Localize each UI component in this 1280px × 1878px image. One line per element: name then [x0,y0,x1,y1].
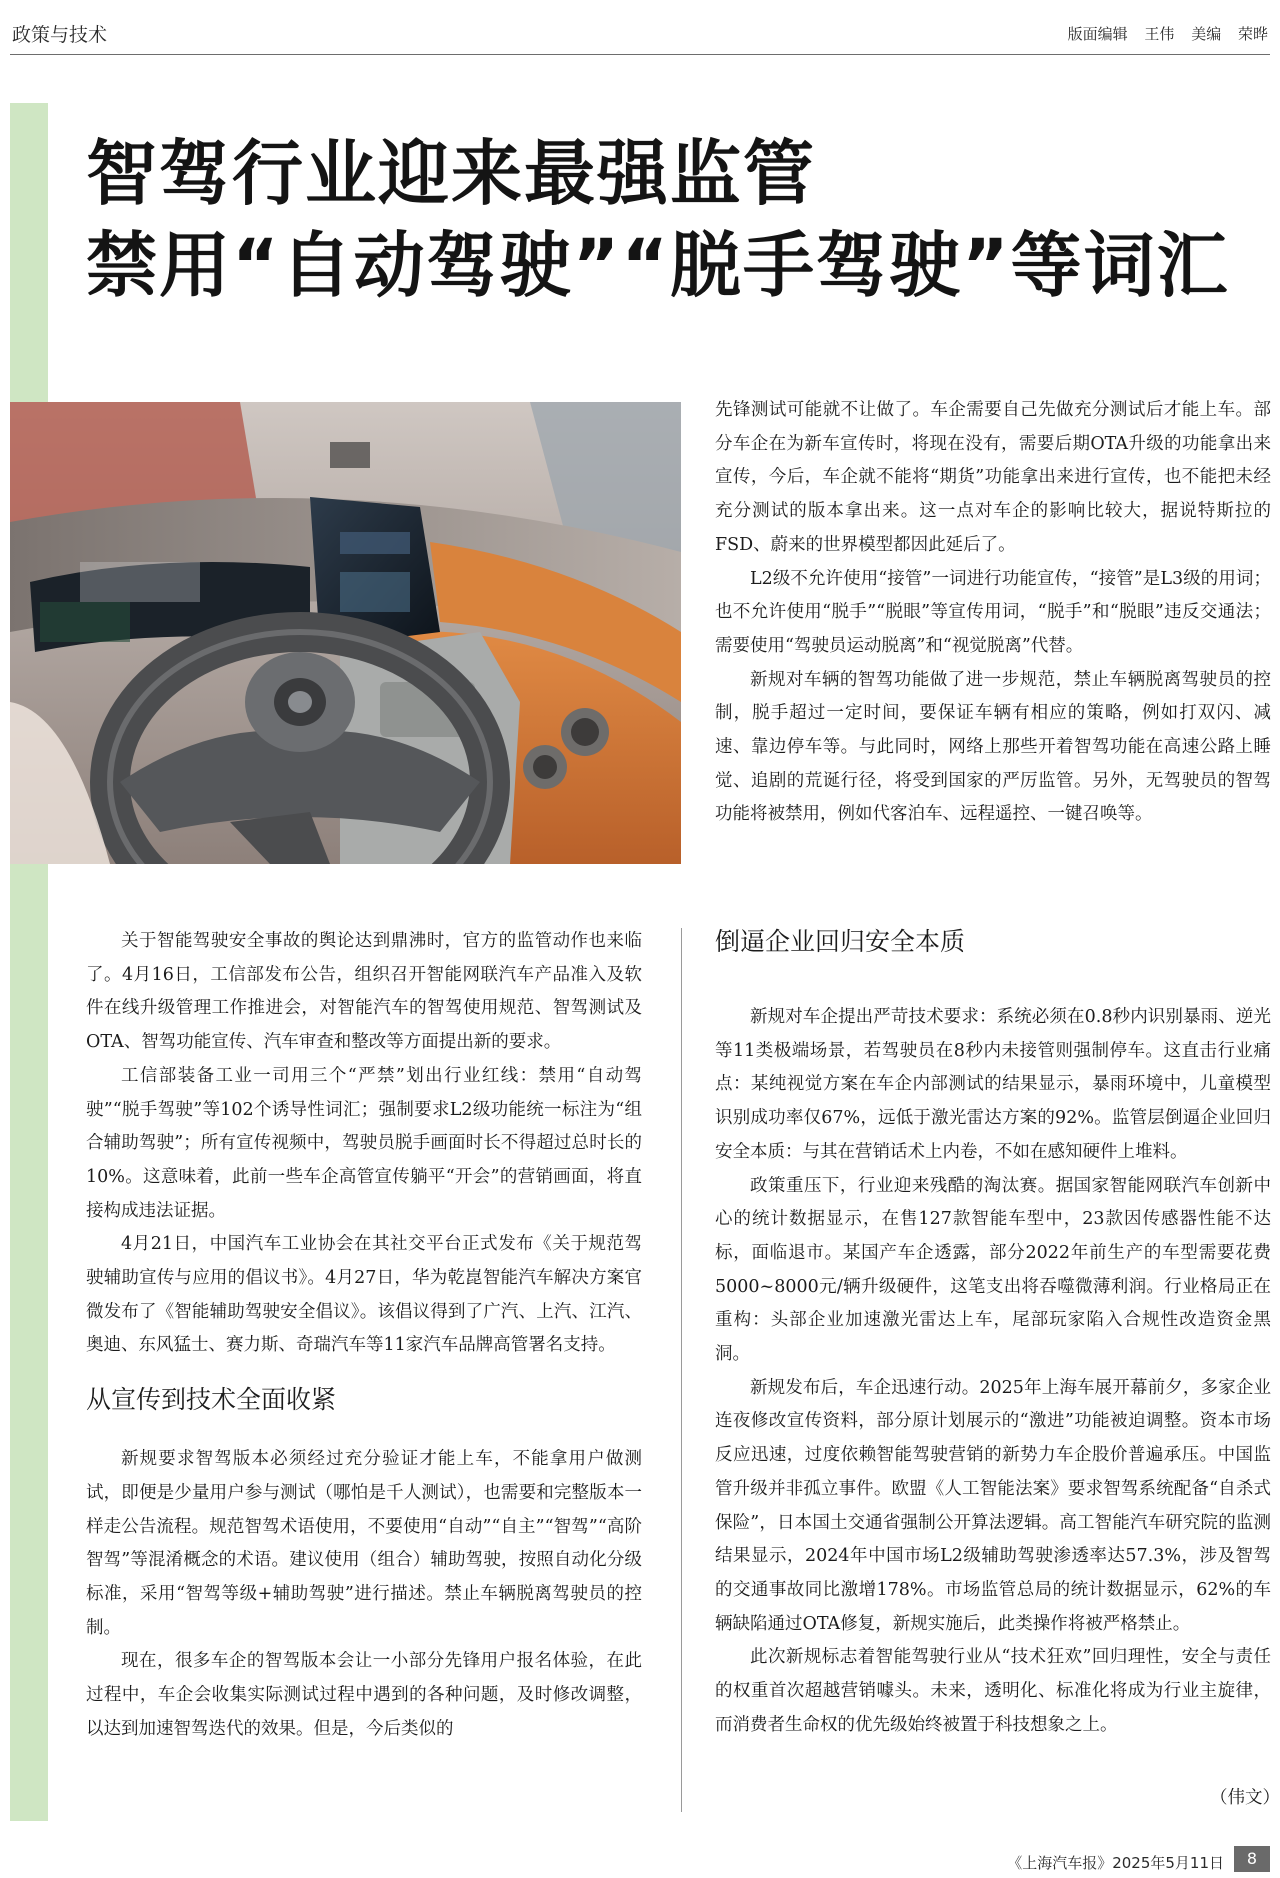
green-accent-bar [10,103,48,1821]
paragraph: 先锋测试可能就不让做了。车企需要自己先做充分测试后才能上车。部分车企在为新车宣传时，将现在没有，需要后期OTA升级的功能拿出来宣传，今后，车企就不能将“期货”功能拿出来进行宣传，也不能把未经充分测试的版本拿出来。这一点对车企的影响比较大，据说特斯拉的FSD、蔚来的世界模型都因此延后了。 [715,400,1271,555]
car-interior-photo [10,402,681,864]
paragraph: 关于智能驾驶安全事故的舆论达到鼎沸时，官方的监管动作也来临了。4月16日，工信部发布公告，组织召开智能网联汽车产品准入及软件在线升级管理工作推进会，对智能汽车的智驾使用规范、智驾测试及OTA、智驾功能宣传、汽车审查和整改等方面提出新的要求。 [86,931,642,1053]
designer-name: 荣晔 [1237,25,1268,43]
headline-line-2: 禁用“自动驾驶”“脱手驾驶”等词汇 [86,224,1230,307]
article-right-column-top [715,394,1271,832]
headline-line-1: 智驾行业迎来最强监管 [86,132,817,215]
car-interior-illustration [10,402,681,864]
article-left-column [86,925,642,1746]
editor-label: 版面编辑 [1067,25,1128,43]
headline [86,128,1266,312]
footer-publication: 《上海汽车报》2025年5月11日 [1007,1854,1224,1872]
paragraph: 新规对车辆的智驾功能做了进一步规范，禁止车辆脱离驾驶员的控制，脱手超过一定时间，要保证车辆有相应的策略，例如打双闪、减速、靠边停车等。与此同时，网络上那些开着智驾功能在高速公路上睡觉、追剧的荒诞行径，将受到国家的严厉监管。另外，无驾驶员的智驾功能将被禁用，例如代客泊车、远程遥控、一键召唤等。 [715,669,1271,825]
subheading: 倒逼企业回归安全本质 [715,927,966,956]
editor-name: 王伟 [1144,25,1175,43]
subheading: 从宣传到技术全面收紧 [86,1385,337,1415]
header-rule [10,54,1270,55]
byline: （伟文） [1210,1788,1280,1808]
paragraph: L2级不允许使用“接管”一词进行功能宣传，“接管”是L3级的用词；也不允许使用“脱手”“脱眼”等宣传用词，“脱手”和“脱眼”违反交通法；需要使用“驾驶员运动脱离”和“视觉脱离”代替。 [715,568,1271,656]
paragraph: 4月21日，中国汽车工业协会在其社交平台正式发布《关于规范驾驶辅助宣传与应用的倡议书》。4月27日，华为乾崑智能汽车解决方案官微发布了《智能辅助驾驶安全倡议》。该倡议得到了广汽、上汽、江汽、奥迪、东风猛士、赛力斯、奇瑞汽车等11家汽车品牌高管署名支持。 [86,1234,642,1356]
paragraph: 此次新规标志着智能驾驶行业从“技术狂欢”回归理性，安全与责任的权重首次超越营销噱头。未来，透明化、标准化将成为行业主旋律，而消费者生命权的优先级始终被置于科技想象之上。 [715,1647,1271,1735]
section-label: 政策与技术 [12,24,108,46]
page-number: 8 [1234,1846,1270,1872]
designer-label: 美编 [1191,25,1222,43]
paragraph: 工信部装备工业一司用三个“严禁”划出行业红线：禁用“自动驾驶”“脱手驾驶”等102个诱导性词汇；强制要求L2级功能统一标注为“组合辅助驾驶”；所有宣传视频中，驾驶员脱手画面时长不得超过总时长的10%。这意味着，此前一些车企高管宣传躺平“开会”的营销画面，将直接构成违法证据。 [86,1065,642,1221]
paragraph: 新规要求智驾版本必须经过充分验证才能上车，不能拿用户做测试，即便是少量用户参与测试（哪怕是千人测试），也需要和完整版本一样走公告流程。规范智驾术语使用，不要使用“自动”“自主”“智驾”“高阶智驾”等混淆概念的术语。建议使用（组合）辅助驾驶，按照自动化分级标准，采用“智驾等级+辅助驾驶”进行描述。禁止车辆脱离驾驶员的控制。 [86,1449,642,1638]
editor-credits [1056,23,1268,44]
paragraph: 新规对车企提出严苛技术要求：系统必须在0.8秒内识别暴雨、逆光等11类极端场景，若驾驶员在8秒内未接管则强制停车。这直击行业痛点：某纯视觉方案在车企内部测试的结果显示，暴雨环境中，儿童模型识别成功率仅67%，远低于激光雷达方案的92%。监管层倒逼企业回归安全本质：与其在营销话术上内卷，不如在感知硬件上堆料。 [715,1007,1271,1162]
column-divider [681,928,682,1812]
article-right-column-bottom [715,925,1271,1742]
paragraph: 政策重压下，行业迎来残酷的淘汰赛。据国家智能网联汽车创新中心的统计数据显示，在售127款智能车型中，23款因传感器性能不达标，面临退市。某国产车企透露，部分2022年前生产的车型需要花费5000~8000元/辆升级硬件，这笔支出将吞噬微薄利润。行业格局正在重构：头部企业加速激光雷达上车，尾部玩家陷入合规性改造资金黑洞。 [715,1175,1271,1365]
paragraph: 新规发布后，车企迅速行动。2025年上海车展开幕前夕，多家企业连夜修改宣传资料，部分原计划展示的“激进”功能被迫调整。资本市场反应迅速，过度依赖智能驾驶营销的新势力车企股价普遍承压。中国监管升级并非孤立事件。欧盟《人工智能法案》要求智驾系统配备“自杀式保险”，日本国土交通省强制公开算法逻辑。高工智能汽车研究院的监测结果显示，2024年中国市场L2级辅助驾驶渗透率达57.3%，涉及智驾的交通事故同比激增178%。市场监管总局的统计数据显示，62%的车辆缺陷通过OTA修复，新规实施后，此类操作将被严格禁止。 [715,1377,1271,1634]
paragraph: 现在，很多车企的智驾版本会让一小部分先锋用户报名体验，在此过程中，车企会收集实际测试过程中遇到的各种问题，及时修改调整，以达到加速智驾迭代的效果。但是，今后类似的 [86,1651,642,1739]
